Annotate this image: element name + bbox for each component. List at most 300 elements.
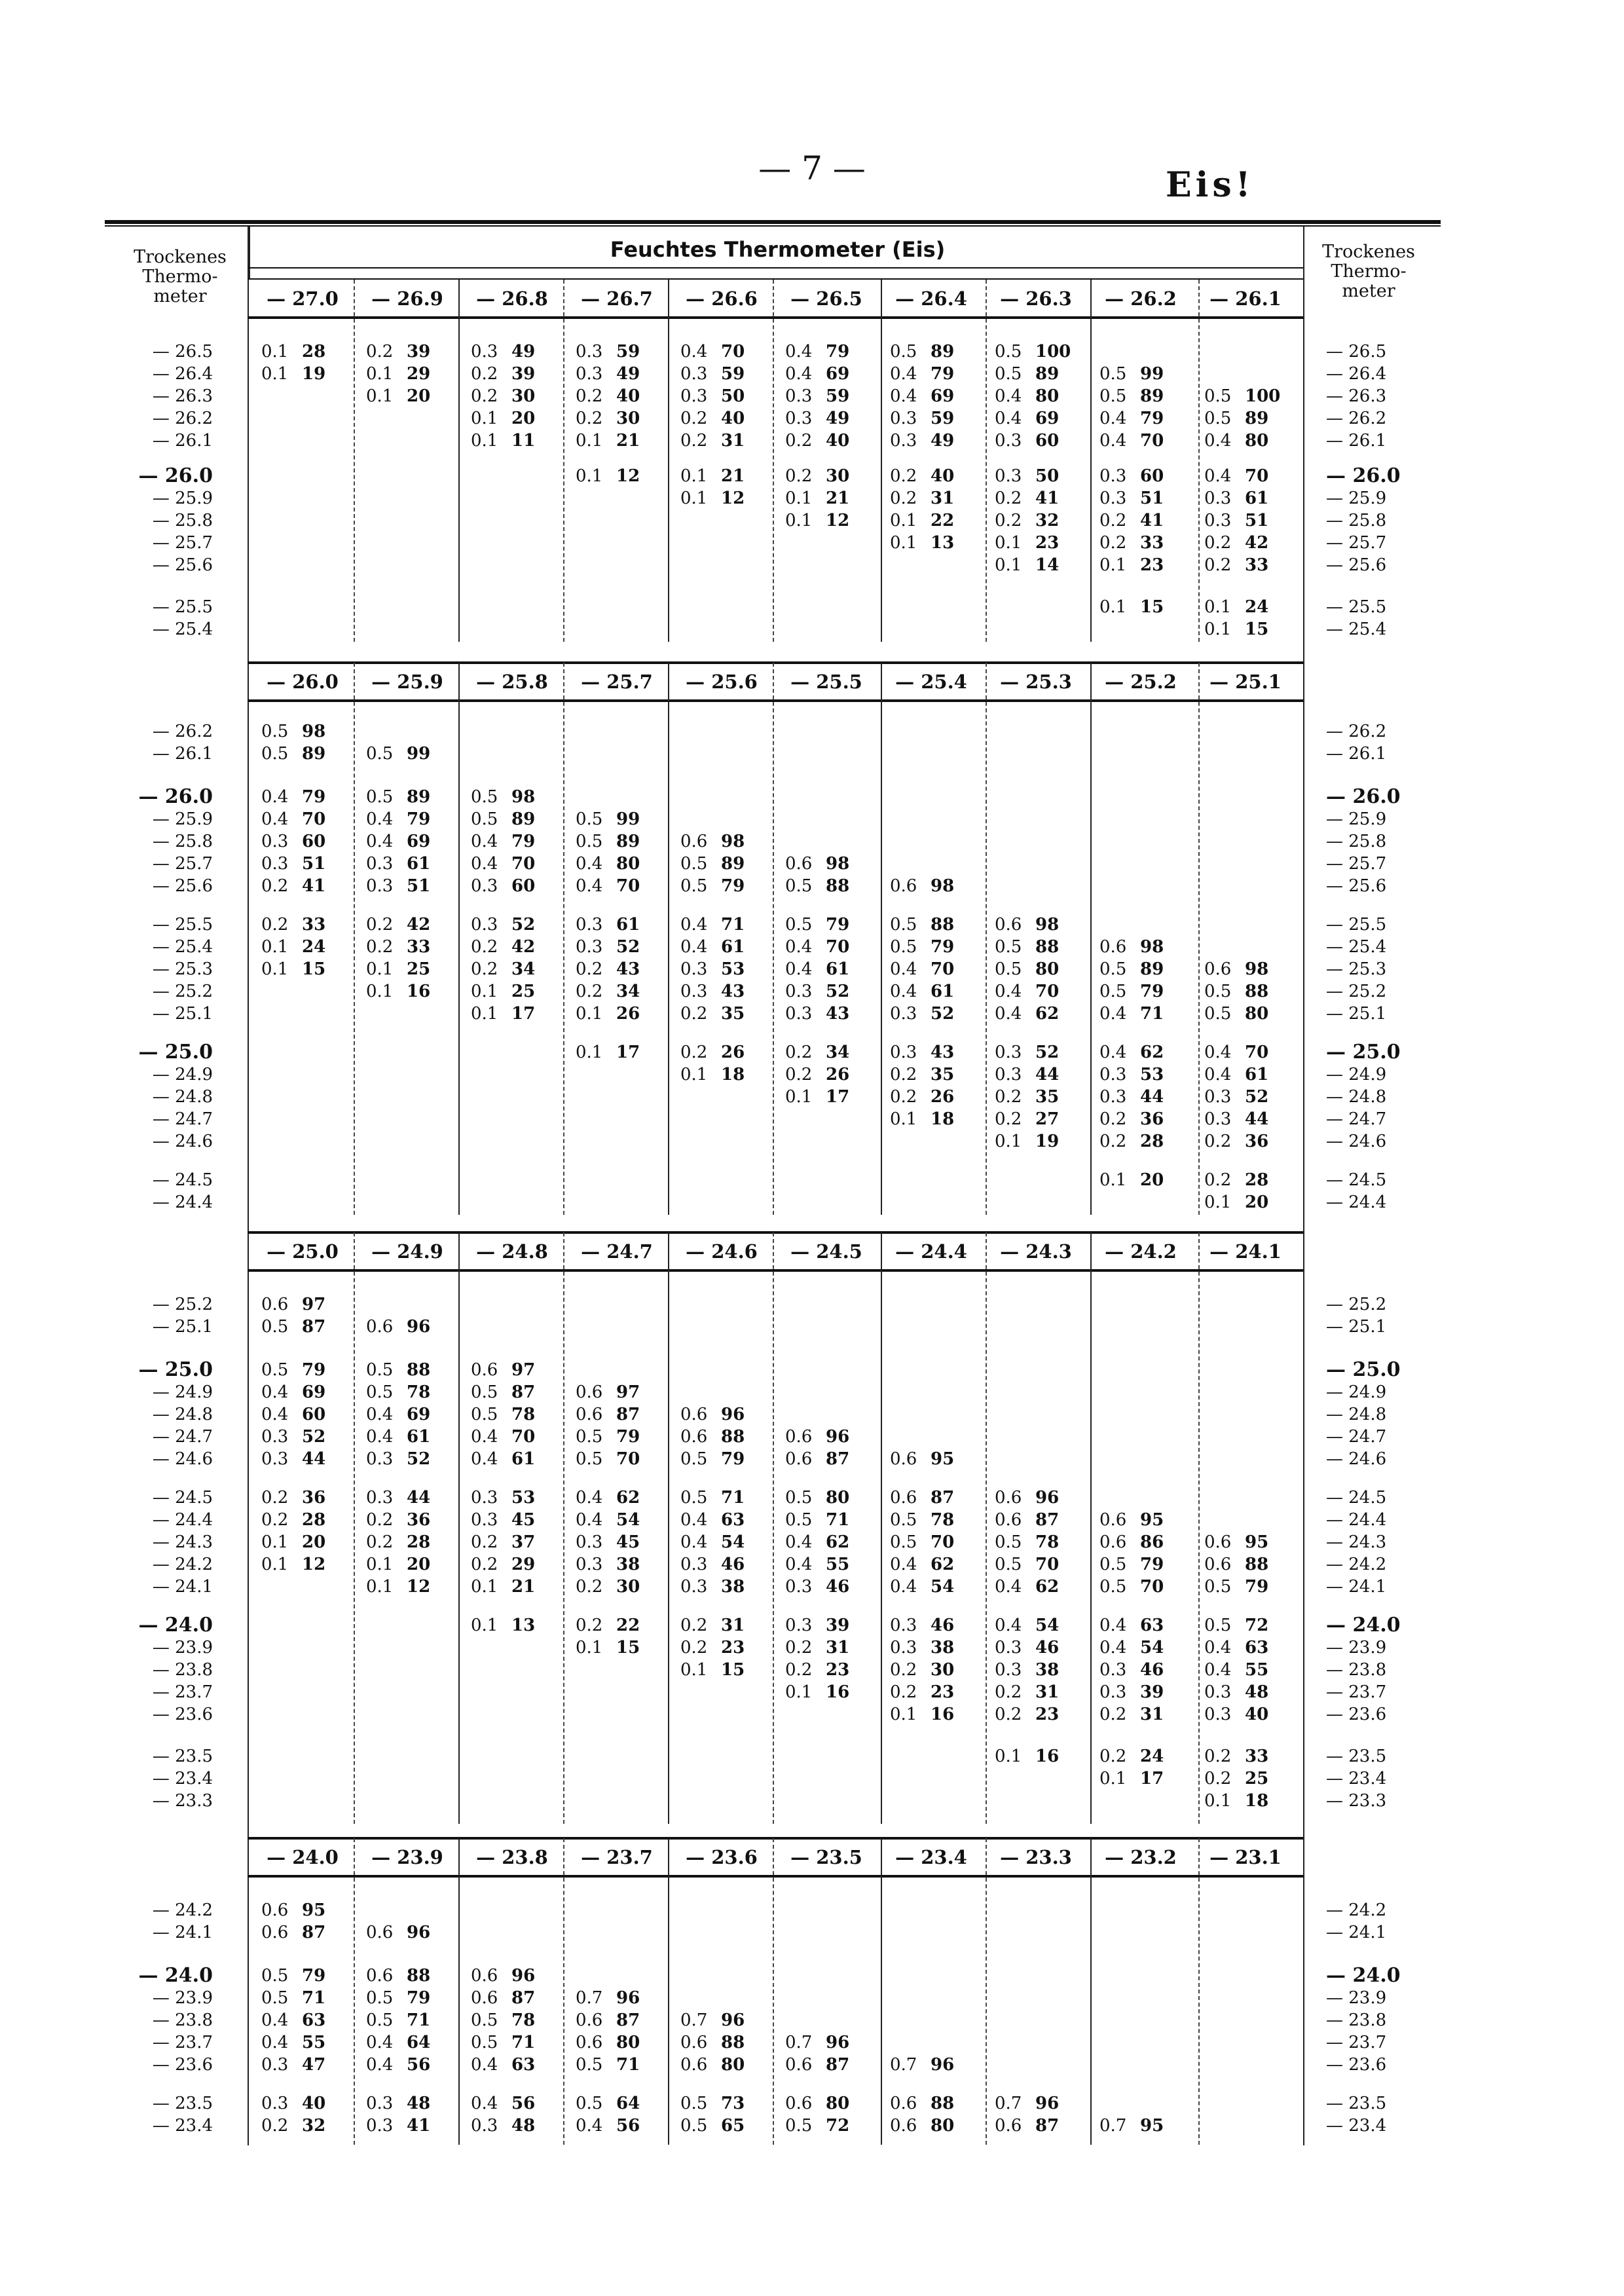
relative-humidity: 87: [1035, 1510, 1060, 1530]
vapor-pressure-diff: 0.4: [890, 959, 917, 979]
vapor-pressure-diff: 0.7: [995, 2094, 1022, 2113]
relative-humidity: 70: [616, 876, 640, 896]
vapor-pressure-diff: 0.1: [261, 937, 289, 957]
vapor-pressure-diff: 0.2: [261, 876, 289, 896]
relative-humidity: 79: [511, 832, 536, 851]
vapor-pressure-diff: 0.2: [1099, 1705, 1127, 1724]
table-cell: [471, 980, 557, 1003]
relative-humidity: 21: [721, 466, 745, 486]
table-cell: [680, 385, 767, 407]
table-cell: [680, 1576, 767, 1598]
table-cell: [1204, 1553, 1291, 1576]
table-cell: [680, 1487, 767, 1509]
column-header: — 26.0: [267, 671, 339, 693]
table-cell: [785, 341, 872, 363]
table-cell: [890, 465, 976, 487]
vapor-pressure-diff: 0.4: [1099, 409, 1127, 428]
relative-humidity: 64: [616, 2094, 640, 2113]
relative-humidity: 70: [616, 1449, 640, 1469]
column-header: — 26.9: [371, 287, 443, 310]
relative-humidity: 54: [931, 1577, 955, 1597]
vapor-pressure-diff: 0.3: [890, 409, 917, 428]
feuchtes-title-rule: [248, 267, 1303, 268]
relative-humidity: 70: [1140, 1577, 1164, 1597]
vapor-pressure-diff: 0.6: [261, 1900, 289, 1920]
relative-humidity: 15: [616, 1638, 640, 1657]
relative-humidity: 95: [1140, 2116, 1164, 2136]
table-cell: [785, 1041, 872, 1064]
dry-temp-label: — 26.1: [152, 431, 213, 451]
column-separator: [1090, 663, 1092, 1215]
relative-humidity: 79: [302, 1966, 326, 1986]
vapor-pressure-diff: 0.1: [995, 555, 1022, 575]
dry-temp-label-right: — 26.3: [1326, 386, 1387, 406]
relative-humidity: 89: [407, 787, 431, 807]
relative-humidity: 86: [1140, 1532, 1164, 1552]
vapor-pressure-diff: 0.3: [1204, 489, 1232, 508]
column-separator: [354, 663, 355, 1215]
table-cell: [785, 1681, 872, 1703]
dry-temp-label-right: — 26.2: [1326, 722, 1387, 741]
vapor-pressure-diff: 0.4: [471, 832, 498, 851]
vapor-pressure-diff: 0.3: [785, 1004, 813, 1024]
vapor-pressure-diff: 0.3: [680, 982, 708, 1001]
relative-humidity: 36: [302, 1488, 326, 1508]
relative-humidity: 52: [1245, 1087, 1269, 1107]
dry-temp-label-right: — 25.7: [1326, 533, 1387, 553]
relative-humidity: 33: [302, 915, 326, 935]
relative-humidity: 70: [931, 1532, 955, 1552]
vapor-pressure-diff: 0.5: [576, 2094, 603, 2113]
table-cell: [576, 830, 662, 853]
vapor-pressure-diff: 0.1: [261, 1555, 289, 1574]
relative-humidity: 41: [1140, 511, 1164, 530]
table-cell: [995, 1703, 1081, 1726]
vapor-pressure-diff: 0.4: [366, 2055, 394, 2075]
vapor-pressure-diff: 0.5: [785, 1488, 813, 1508]
table-cell: [890, 1659, 976, 1681]
column-header: — 23.8: [476, 1846, 548, 1868]
table-cell: [576, 2031, 662, 2054]
column-separator: [458, 1838, 460, 2145]
vapor-pressure-diff: 0.4: [261, 1382, 289, 1402]
relative-humidity: 15: [1140, 597, 1164, 617]
vapor-pressure-diff: 0.3: [1204, 1109, 1232, 1129]
table-cell: [471, 1003, 557, 1025]
table-cell: [1204, 1659, 1291, 1681]
table-cell: [785, 875, 872, 897]
dry-temp-label-right: — 25.4: [1326, 937, 1387, 957]
relative-humidity: 79: [931, 937, 955, 957]
left-header-line: Trockenes: [134, 247, 227, 267]
vapor-pressure-diff: 0.3: [1204, 511, 1232, 530]
table-cell: [471, 958, 557, 980]
table-cell: [471, 1553, 557, 1576]
table-cell: [785, 430, 872, 452]
vapor-pressure-diff: 0.3: [680, 1577, 708, 1597]
relative-humidity: 95: [931, 1449, 955, 1469]
table-cell: [1204, 407, 1291, 430]
column-header: — 23.2: [1105, 1846, 1177, 1868]
relative-humidity: 19: [302, 364, 326, 384]
table-cell: [471, 407, 557, 430]
relative-humidity: 35: [1035, 1087, 1060, 1107]
column-separator: [881, 280, 882, 642]
table-cell: [1204, 532, 1291, 554]
relative-humidity: 18: [1245, 1791, 1269, 1811]
vapor-pressure-diff: 0.1: [680, 1660, 708, 1680]
vapor-pressure-diff: 0.5: [680, 876, 708, 896]
relative-humidity: 60: [302, 832, 326, 851]
table-cell: [576, 1041, 662, 1064]
table-cell: [471, 1614, 557, 1637]
table-cell: [471, 914, 557, 936]
relative-humidity: 99: [616, 809, 640, 829]
relative-humidity: 30: [616, 409, 640, 428]
table-cell: [890, 509, 976, 532]
table-cell: [576, 1987, 662, 2009]
table-cell: [576, 1531, 662, 1553]
relative-humidity: 70: [931, 959, 955, 979]
relative-humidity: 53: [721, 959, 745, 979]
dry-temp-label: — 23.7: [152, 2033, 213, 2052]
table-cell: [680, 363, 767, 385]
relative-humidity: 87: [616, 1405, 640, 1424]
table-cell: [471, 936, 557, 958]
relative-humidity: 38: [1035, 1660, 1060, 1680]
vapor-pressure-diff: 0.3: [261, 1449, 289, 1469]
vapor-pressure-diff: 0.4: [366, 1427, 394, 1447]
relative-humidity: 30: [826, 466, 850, 486]
vapor-pressure-diff: 0.2: [576, 982, 603, 1001]
relative-humidity: 79: [1140, 1555, 1164, 1574]
table-cell: [1204, 1790, 1291, 1812]
relative-humidity: 100: [1245, 386, 1281, 406]
table-cell: [576, 1637, 662, 1659]
table-cell: [1204, 618, 1291, 640]
relative-humidity: 30: [931, 1660, 955, 1680]
relative-humidity: 51: [1140, 489, 1164, 508]
table-cell: [1099, 1108, 1186, 1130]
table-cell: [366, 1509, 452, 1531]
table-cell: [1204, 1003, 1291, 1025]
table-cell: [680, 2115, 767, 2137]
table-cell: [995, 407, 1081, 430]
relative-humidity: 28: [302, 1510, 326, 1530]
dry-temp-label: — 24.5: [152, 1170, 213, 1190]
relative-humidity: 69: [302, 1382, 326, 1402]
vapor-pressure-diff: 0.2: [890, 1065, 917, 1084]
dry-temp-label-right: — 24.1: [1326, 1923, 1387, 1942]
table-cell: [995, 1531, 1081, 1553]
table-cell: [576, 1487, 662, 1509]
column-separator: [458, 663, 460, 1215]
relative-humidity: 79: [826, 915, 850, 935]
vapor-pressure-diff: 0.1: [366, 982, 394, 1001]
dry-temp-label-right: — 25.8: [1326, 511, 1387, 530]
dry-temp-label: — 24.4: [152, 1510, 213, 1530]
vapor-pressure-diff: 0.5: [576, 832, 603, 851]
dry-temp-label: — 23.8: [152, 2010, 213, 2030]
vapor-pressure-diff: 0.4: [785, 342, 813, 361]
relative-humidity: 80: [616, 2033, 640, 2052]
table-cell: [471, 853, 557, 875]
table-cell: [680, 936, 767, 958]
dry-temp-label-right: — 25.0: [1326, 1041, 1401, 1064]
vapor-pressure-diff: 0.2: [785, 1660, 813, 1680]
vapor-pressure-diff: 0.5: [471, 787, 498, 807]
table-cell: [1204, 1637, 1291, 1659]
table-cell: [890, 1681, 976, 1703]
table-cell: [890, 1637, 976, 1659]
vapor-pressure-diff: 0.3: [995, 1043, 1022, 1062]
relative-humidity: 44: [1035, 1065, 1060, 1084]
relative-humidity: 70: [302, 809, 326, 829]
table-cell: [261, 1426, 348, 1448]
vapor-pressure-diff: 0.6: [995, 1488, 1022, 1508]
table-cell: [890, 2054, 976, 2076]
vapor-pressure-diff: 0.6: [576, 2033, 603, 2052]
relative-humidity: 62: [931, 1555, 955, 1574]
relative-humidity: 96: [721, 1405, 745, 1424]
table-cell: [785, 1003, 872, 1025]
relative-humidity: 23: [721, 1638, 745, 1657]
relative-humidity: 80: [1035, 959, 1060, 979]
table-cell: [471, 1426, 557, 1448]
table-cell: [366, 1576, 452, 1598]
vapor-pressure-diff: 0.4: [471, 1427, 498, 1447]
vapor-pressure-diff: 0.3: [471, 2116, 498, 2136]
vapor-pressure-diff: 0.2: [890, 1660, 917, 1680]
column-header: — 25.1: [1209, 671, 1282, 693]
relative-humidity: 47: [302, 2055, 326, 2075]
vapor-pressure-diff: 0.1: [261, 364, 289, 384]
block-header-rule: [248, 278, 1303, 280]
vapor-pressure-diff: 0.2: [1204, 1170, 1232, 1190]
relative-humidity: 88: [721, 2033, 745, 2052]
relative-humidity: 35: [721, 1004, 745, 1024]
dry-temp-label: — 25.8: [152, 511, 213, 530]
table-cell: [576, 430, 662, 452]
vapor-pressure-diff: 0.6: [890, 876, 917, 896]
dry-temp-label: — 24.1: [152, 1577, 213, 1597]
column-separator: [881, 663, 882, 1215]
table-cell: [576, 385, 662, 407]
vapor-pressure-diff: 0.4: [680, 342, 708, 361]
column-header: — 26.8: [476, 287, 548, 310]
vapor-pressure-diff: 0.4: [680, 1532, 708, 1552]
relative-humidity: 79: [616, 1427, 640, 1447]
dry-temp-label-right: — 24.2: [1326, 1900, 1387, 1920]
vapor-pressure-diff: 0.5: [261, 722, 289, 741]
table-cell: [471, 2009, 557, 2031]
table-cell: [366, 385, 452, 407]
relative-humidity: 53: [1140, 1065, 1164, 1084]
dry-temp-label-right: — 25.1: [1326, 1317, 1387, 1337]
relative-humidity: 63: [1245, 1638, 1269, 1657]
relative-humidity: 31: [1140, 1705, 1164, 1724]
relative-humidity: 24: [1140, 1747, 1164, 1766]
relative-humidity: 100: [1035, 342, 1071, 361]
dry-temp-label-right: — 24.7: [1326, 1109, 1387, 1129]
table-cell: [471, 808, 557, 830]
relative-humidity: 98: [1140, 937, 1164, 957]
vapor-pressure-diff: 0.4: [471, 854, 498, 874]
vapor-pressure-diff: 0.3: [366, 1449, 394, 1469]
section-heading: Eis!: [1166, 165, 1255, 205]
relative-humidity: 30: [511, 386, 536, 406]
vapor-pressure-diff: 0.4: [261, 809, 289, 829]
vapor-pressure-diff: 0.2: [576, 409, 603, 428]
vapor-pressure-diff: 0.5: [261, 1966, 289, 1986]
vapor-pressure-diff: 0.4: [995, 386, 1022, 406]
dry-temp-label: — 26.4: [152, 364, 213, 384]
table-cell: [890, 980, 976, 1003]
table-cell: [576, 2115, 662, 2137]
relative-humidity: 88: [1245, 982, 1269, 1001]
relative-humidity: 79: [721, 1449, 745, 1469]
table-cell: [1099, 1659, 1186, 1681]
column-header: — 24.8: [476, 1240, 548, 1263]
vapor-pressure-diff: 0.1: [995, 533, 1022, 553]
table-cell: [1204, 1576, 1291, 1598]
relative-humidity: 46: [721, 1555, 745, 1574]
relative-humidity: 36: [1140, 1109, 1164, 1129]
vapor-pressure-diff: 0.1: [1204, 620, 1232, 639]
vapor-pressure-diff: 0.6: [680, 2033, 708, 2052]
relative-humidity: 31: [721, 431, 745, 451]
vapor-pressure-diff: 0.1: [1204, 1791, 1232, 1811]
table-cell: [680, 1426, 767, 1448]
table-cell: [576, 1553, 662, 1576]
table-cell: [785, 363, 872, 385]
vapor-pressure-diff: 0.5: [1204, 1616, 1232, 1635]
vapor-pressure-diff: 0.2: [890, 1682, 917, 1702]
table-cell: [680, 2009, 767, 2031]
dry-temp-label: — 26.5: [152, 342, 213, 361]
relative-humidity: 61: [407, 854, 431, 874]
vapor-pressure-diff: 0.4: [1099, 1004, 1127, 1024]
table-cell: [366, 958, 452, 980]
relative-humidity: 63: [302, 2010, 326, 2030]
dry-temp-label-right: — 23.5: [1326, 1747, 1387, 1766]
relative-humidity: 41: [1035, 489, 1060, 508]
vapor-pressure-diff: 0.2: [366, 937, 394, 957]
dry-temp-label: — 25.6: [152, 555, 213, 575]
vapor-pressure-diff: 0.5: [995, 364, 1022, 384]
dry-temp-label-right: — 26.1: [1326, 744, 1387, 764]
table-cell: [1099, 936, 1186, 958]
relative-humidity: 11: [511, 431, 536, 451]
table-cell: [1099, 1637, 1186, 1659]
vapor-pressure-diff: 0.2: [680, 1638, 708, 1657]
dry-temp-label: — 24.8: [152, 1405, 213, 1424]
table-cell: [471, 2031, 557, 2054]
dry-temp-label-right: — 23.9: [1326, 1988, 1387, 2008]
vapor-pressure-diff: 0.6: [785, 2094, 813, 2113]
relative-humidity: 39: [511, 364, 536, 384]
vapor-pressure-diff: 0.4: [366, 1405, 394, 1424]
vapor-pressure-diff: 0.1: [995, 1747, 1022, 1766]
column-separator: [1198, 663, 1200, 1215]
table-cell: [261, 1316, 348, 1338]
dry-temp-label-right: — 24.3: [1326, 1532, 1387, 1552]
table-cell: [680, 1614, 767, 1637]
relative-humidity: 33: [1245, 555, 1269, 575]
vapor-pressure-diff: 0.5: [1099, 982, 1127, 1001]
relative-humidity: 54: [1140, 1638, 1164, 1657]
relative-humidity: 44: [407, 1488, 431, 1508]
table-cell: [261, 341, 348, 363]
table-cell: [366, 2092, 452, 2115]
vapor-pressure-diff: 0.2: [680, 431, 708, 451]
relative-humidity: 12: [407, 1577, 431, 1597]
vapor-pressure-diff: 0.6: [471, 1360, 498, 1380]
relative-humidity: 88: [1245, 1555, 1269, 1574]
dry-temp-label-right: — 25.5: [1326, 597, 1387, 617]
vapor-pressure-diff: 0.5: [366, 1360, 394, 1380]
dry-temp-label: — 25.2: [152, 982, 213, 1001]
dry-temp-label: — 25.5: [152, 597, 213, 617]
relative-humidity: 21: [826, 489, 850, 508]
table-cell: [680, 430, 767, 452]
vapor-pressure-diff: 0.2: [576, 1616, 603, 1635]
vapor-pressure-diff: 0.2: [785, 466, 813, 486]
relative-humidity: 96: [407, 1317, 431, 1337]
vapor-pressure-diff: 0.1: [366, 364, 394, 384]
vapor-pressure-diff: 0.5: [995, 959, 1022, 979]
relative-humidity: 79: [826, 342, 850, 361]
relative-humidity: 70: [511, 854, 536, 874]
table-cell: [576, 808, 662, 830]
vapor-pressure-diff: 0.6: [995, 2116, 1022, 2136]
table-cell: [1204, 1614, 1291, 1637]
vapor-pressure-diff: 0.5: [680, 1488, 708, 1508]
relative-humidity: 96: [1035, 2094, 1060, 2113]
vapor-pressure-diff: 0.1: [1099, 1170, 1127, 1190]
relative-humidity: 27: [1035, 1109, 1060, 1129]
dry-temp-label: — 23.7: [152, 1682, 213, 1702]
table-cell: [1099, 1064, 1186, 1086]
table-cell: [366, 980, 452, 1003]
table-cell: [785, 509, 872, 532]
table-cell: [890, 1108, 976, 1130]
vapor-pressure-diff: 0.5: [261, 744, 289, 764]
relative-humidity: 88: [931, 915, 955, 935]
vapor-pressure-diff: 0.2: [680, 1616, 708, 1635]
vapor-pressure-diff: 0.3: [1099, 1087, 1127, 1107]
table-cell: [680, 2031, 767, 2054]
table-cell: [1099, 430, 1186, 452]
table-cell: [471, 786, 557, 808]
relative-humidity: 22: [931, 511, 955, 530]
vapor-pressure-diff: 0.4: [366, 809, 394, 829]
relative-humidity: 20: [302, 1532, 326, 1552]
dry-temp-label: — 24.2: [152, 1555, 213, 1574]
vapor-pressure-diff: 0.1: [1204, 1193, 1232, 1212]
table-cell: [1099, 1169, 1186, 1191]
vapor-pressure-diff: 0.5: [1204, 1577, 1232, 1597]
vapor-pressure-diff: 0.3: [471, 1510, 498, 1530]
vapor-pressure-diff: 0.3: [785, 409, 813, 428]
dry-temp-label-right: — 24.7: [1326, 1427, 1387, 1447]
relative-humidity: 87: [511, 1988, 536, 2008]
relative-humidity: 95: [1245, 1532, 1269, 1552]
vapor-pressure-diff: 0.1: [1099, 597, 1127, 617]
vapor-pressure-diff: 0.2: [995, 1682, 1022, 1702]
vapor-pressure-diff: 0.1: [890, 533, 917, 553]
relative-humidity: 36: [1245, 1132, 1269, 1151]
